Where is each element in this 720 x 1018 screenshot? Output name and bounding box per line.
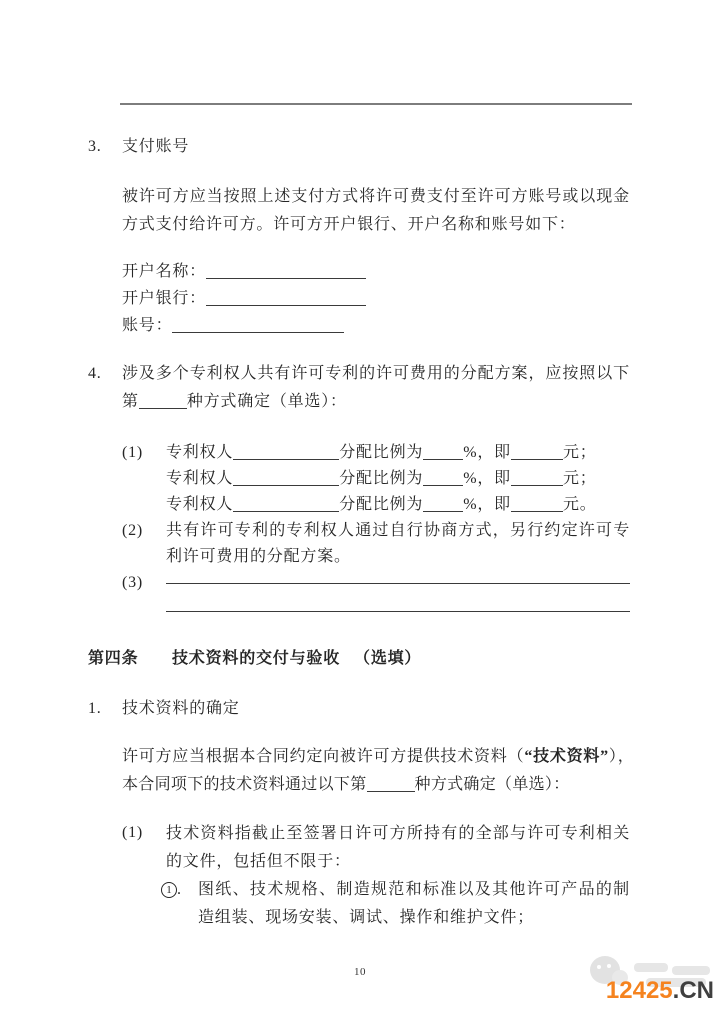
item-1-para-mid: ），本合同项下的技术资料通过以下第 [122,748,634,793]
circled-item-1-text: 图纸、技术规格、制造规范和标准以及其他许可产品的制造组装、现场安装、调试、操作和维护文件； [198,881,630,926]
method-number-blank [139,396,187,409]
account-name-label: 开户名称： [122,263,207,280]
patentee-label: 专利权人 [166,470,234,487]
circled-item-dot: . [177,881,182,898]
circled-one-icon: 1 [161,882,177,898]
option-3-blank-line [166,584,630,612]
item-1-sub-options [0,820,720,932]
option-2-number: (2) [122,522,144,539]
circled-item-1 [161,876,630,932]
patentee-name-blank [233,473,339,486]
faded-text-mark [672,966,710,975]
article-4-heading [0,645,720,672]
method-number-blank [367,779,415,792]
watermark-text [606,978,714,1004]
article-4-title: 技术资料的交付与验收 [172,650,341,667]
percent-label: %，即 [463,470,511,487]
item-1-title: 技术资料的确定 [122,700,240,717]
watermark-suffix: .CN [672,977,714,1004]
ratio-label: 分配比例为 [339,444,424,461]
item-1-paragraph [122,743,634,799]
account-name-blank [206,266,366,279]
item-3-paragraph: 被许可方应当按照上述支付方式将许可费支付至许可方账号或以现金方式支付给许可方。许可方开户银行、开户名称和账号如下： [122,188,630,233]
article-4-number: 第四条 [88,650,139,667]
item-4-lead-pre: 涉及多个专利权人共有许可专利的许可费用的分配方案，应按照以下第 [122,365,630,410]
ratio-blank [423,499,463,512]
bank-account-fields [122,258,720,339]
percent-label: %，即 [463,444,511,461]
option-1-number: (1) [122,444,144,461]
continuation-blank-rule [120,103,632,105]
bank-blank [206,293,366,306]
patentee-label: 专利权人 [166,496,234,513]
article-4-suffix: （选填） [354,650,422,667]
page-number: 10 [354,966,366,978]
ratio-label: 分配比例为 [339,470,424,487]
yuan-label: 元； [562,444,597,461]
bank-row [122,285,720,312]
ratio-label: 分配比例为 [339,496,424,513]
sub-option-1-body [166,820,630,932]
option-3-body [166,570,630,612]
account-name-row [122,258,720,285]
patentee-label: 专利权人 [166,444,234,461]
yuan-label: 元。 [562,496,597,513]
patentee-name-blank [233,447,339,460]
patentee-name-blank [233,499,339,512]
item-4-options [0,440,720,612]
ratio-blank [423,447,463,460]
account-no-label: 账号： [122,317,173,334]
patentee-row [166,492,630,518]
watermark-brand: 12425 [605,977,673,1004]
item-3 [0,133,720,160]
account-no-row [122,312,720,339]
sub-option-1-number: (1) [122,824,144,841]
option-3 [122,570,720,612]
sub-option-1 [122,820,720,932]
option-2-text: 共有许可专利的专利权人通过自行协商方式，另行约定许可专利许可费用的分配方案。 [166,522,630,565]
patentee-row [166,440,630,466]
option-3-blank-line [166,570,630,584]
option-1-body [166,440,630,518]
sub-option-1-text: 技术资料指截止至签署日许可方所持有的全部与许可专利相关的文件，包括但不限于： [166,825,630,870]
item-4-lead-post: 种方式确定（单选）： [186,393,347,410]
item-1-para-post: 种方式确定（单选）： [414,776,570,793]
patentee-row [166,466,630,492]
item-3-title: 支付账号 [122,138,190,155]
percent-label: %，即 [463,496,511,513]
circled-item-1-marker [161,876,198,932]
item-4-lead [122,360,630,416]
amount-blank [511,447,563,460]
page-content [0,133,720,932]
item-4 [0,360,720,416]
yuan-label: 元； [562,470,597,487]
site-watermark [584,954,716,1004]
item-3-number: 3. [88,138,102,155]
amount-blank [511,499,563,512]
item-1 [0,695,720,722]
faded-text-mark [634,963,668,972]
account-no-blank [172,320,344,333]
tech-data-defined-term: “技术资料” [524,748,609,765]
option-2 [122,518,720,570]
bank-label: 开户银行： [122,290,207,307]
option-3-number: (3) [122,574,144,591]
item-1-para-pre: 许可方应当根据本合同约定向被许可方提供技术资料（ [122,748,525,765]
ratio-blank [423,473,463,486]
item-4-number: 4. [88,365,102,382]
item-1-number: 1. [88,700,102,717]
option-1 [122,440,720,518]
amount-blank [511,473,563,486]
